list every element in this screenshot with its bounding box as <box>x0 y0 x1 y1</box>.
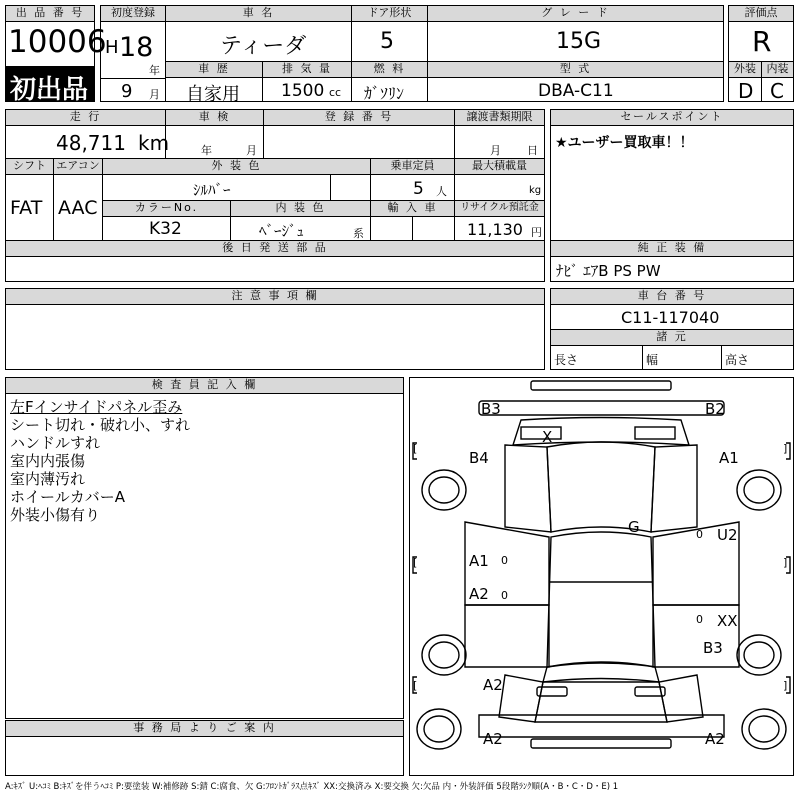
inspector-line: 左Fインサイドパネル歪み <box>10 398 183 416</box>
door-value: 5 <box>380 29 394 54</box>
car-name: ティーダ <box>220 34 307 59</box>
dim-width-label: 幅 <box>646 353 659 367</box>
fuel-value: ｶﾞｿﾘﾝ <box>364 84 405 103</box>
reg-month-unit: 月 <box>149 88 160 101</box>
capacity-header: 乗車定員 <box>370 158 455 175</box>
office-header: 事 務 局 よ り ご 案 内 <box>5 720 404 737</box>
mileage-header: 走 行 <box>5 109 166 126</box>
sales-point-text: ★ユーザー買取車！！ <box>555 135 694 151</box>
recycle-unit: 円 <box>531 226 542 239</box>
int-grade-cell <box>761 77 794 102</box>
damage-diagram <box>409 377 794 776</box>
ext-color-value: ｼﾙﾊﾞｰ <box>193 181 231 199</box>
load-header: 最大積載量 <box>454 158 545 175</box>
damage-mark: A1 <box>469 552 489 570</box>
shift-cell <box>5 174 54 241</box>
bracket-mark: ] <box>783 679 788 692</box>
lot-number-cell <box>5 21 107 67</box>
reg-month: 9 <box>121 81 133 102</box>
history-value: 自家用 <box>186 84 240 105</box>
damage-mark: B4 <box>469 449 489 467</box>
ac-cell <box>53 174 103 241</box>
ext-grade-value: D <box>738 79 754 103</box>
damage-mark: X <box>542 428 553 446</box>
history-header: 車 歴 <box>165 61 263 78</box>
ac-header: エアコン <box>53 158 103 175</box>
displacement-unit: cc <box>329 86 342 99</box>
reg-date-header: 初度登録 <box>100 5 166 22</box>
grade-header: グ レ ー ド <box>427 5 724 22</box>
int-color-value: ﾍﾞｰｼﾞｭ <box>259 222 305 240</box>
first-listing-text: 初出品 <box>10 75 89 105</box>
color-no-header: カラーNo. <box>102 200 231 217</box>
zero-mark: 0 <box>696 528 703 541</box>
capacity-unit: 人 <box>436 185 447 198</box>
zero-mark: 0 <box>501 589 508 602</box>
ext-color-extra-cell <box>330 174 371 201</box>
bracket-mark: ] <box>783 442 788 455</box>
model-cell <box>427 77 724 102</box>
inspector-line: 外装小傷有り <box>10 506 101 524</box>
damage-mark: A2 <box>483 730 503 748</box>
damage-mark: A2 <box>483 676 503 694</box>
inspection-year-unit: 年 <box>201 144 212 157</box>
mileage-unit: km <box>138 131 170 155</box>
recycle-value: 11,130 <box>467 220 523 239</box>
int-grade-header: 内装 <box>761 61 794 78</box>
reg-year: 18 <box>119 32 154 63</box>
shift-header: シフト <box>5 158 54 175</box>
chassis-number: C11-117040 <box>621 308 720 327</box>
sales-point-cell <box>550 125 794 241</box>
car-outline-diagram <box>409 377 794 776</box>
sales-point-header: セールスポイント <box>550 109 794 126</box>
score-cell <box>728 21 794 62</box>
damage-mark: G <box>628 518 640 536</box>
reg-year-unit: 年 <box>149 64 160 77</box>
capacity-value: 5 <box>413 179 424 199</box>
notes-cell <box>5 304 545 370</box>
zero-mark: 0 <box>501 554 508 567</box>
int-grade-value: C <box>770 79 784 103</box>
office-cell <box>5 736 404 776</box>
transfer-day-unit: 日 <box>527 144 538 157</box>
lot-number-header: 出 品 番 号 <box>5 5 95 22</box>
equipment-text: ﾅﾋﾞ ｴｱB PS PW <box>556 262 661 280</box>
inspector-line: 室内内張傷 <box>10 452 86 470</box>
dim-height-label: 高さ <box>725 353 750 367</box>
bracket-mark: [ <box>413 679 418 692</box>
inspector-cell <box>5 393 404 719</box>
door-header: ドア形状 <box>351 5 428 22</box>
later-parts-cell <box>5 256 545 282</box>
mileage-cell <box>5 125 170 159</box>
inspector-header: 検 査 員 記 入 欄 <box>5 377 404 394</box>
reg-date-cell <box>100 21 166 79</box>
recycle-header: リサイクル預託金 <box>454 200 545 217</box>
int-color-header: 内 装 色 <box>230 200 371 217</box>
equipment-cell <box>550 256 794 282</box>
model-header: 型 式 <box>427 61 724 78</box>
zero-mark: 0 <box>696 613 703 626</box>
ext-color-header: 外 装 色 <box>102 158 371 175</box>
import-cell-a <box>370 216 413 241</box>
transfer-header: 譲渡書類期限 <box>454 109 545 126</box>
inspector-line: シート切れ・破れ小、すれ <box>10 416 191 434</box>
dim-length-cell <box>550 345 643 370</box>
dim-height-cell <box>721 345 794 370</box>
chassis-header: 車 台 番 号 <box>550 288 794 305</box>
plate-cell <box>263 125 455 159</box>
mileage-value: 48,711 <box>56 131 126 155</box>
grade-value: 15G <box>556 29 602 54</box>
reg-era: H <box>105 37 119 58</box>
dim-width-cell <box>642 345 722 370</box>
notes-header: 注 意 事 項 欄 <box>5 288 545 305</box>
color-no-value: K32 <box>149 219 182 239</box>
lot-number: 10006 <box>8 24 107 60</box>
int-color-cell <box>230 216 371 241</box>
inspection-cell <box>165 125 264 159</box>
inspector-line: ハンドルすれ <box>10 434 101 452</box>
door-cell <box>351 21 428 62</box>
score-value: R <box>752 25 772 58</box>
transfer-month-unit: 月 <box>490 144 501 157</box>
damage-mark: A2 <box>469 585 489 603</box>
load-cell <box>454 174 545 201</box>
dim-length-label: 長さ <box>554 353 579 367</box>
transfer-cell <box>454 125 545 159</box>
import-header: 輸 入 車 <box>370 200 455 217</box>
int-color-unit: 系 <box>353 227 364 240</box>
damage-mark: U2 <box>717 526 738 544</box>
plate-header: 登 録 番 号 <box>263 109 455 126</box>
ac-value: AAC <box>58 197 98 219</box>
ext-grade-cell <box>728 77 762 102</box>
chassis-cell <box>550 304 794 330</box>
color-no-cell <box>102 216 231 241</box>
capacity-cell <box>370 174 455 201</box>
displacement-cell <box>262 77 352 102</box>
damage-mark: B2 <box>705 400 725 418</box>
inspector-line: 室内薄汚れ <box>10 470 86 488</box>
car-name-header: 車 名 <box>165 5 352 22</box>
inspection-header: 車 検 <box>165 109 264 126</box>
grade-cell <box>427 21 724 62</box>
bracket-mark: ] <box>783 556 788 569</box>
model-value: DBA-C11 <box>538 81 614 101</box>
damage-mark: B3 <box>481 400 501 418</box>
inspection-month-unit: 月 <box>246 144 257 157</box>
reg-month-cell <box>100 78 166 102</box>
fuel-cell <box>351 77 428 102</box>
ext-color-cell <box>102 174 331 201</box>
equipment-header: 純 正 装 備 <box>550 240 794 257</box>
damage-mark: A1 <box>719 449 739 467</box>
displacement-header: 排 気 量 <box>262 61 352 78</box>
first-listing-badge <box>5 66 95 105</box>
later-parts-header: 後 日 発 送 部 品 <box>5 240 545 257</box>
legend-text: A:ｷｽﾞ U:ﾍｺﾐ B:ｷｽﾞを伴うﾍｺﾐ P:要塗装 W:補修跡 S:錆 C:腐食、欠 G:ﾌﾛﾝﾄｶﾞﾗｽ点ｷｽﾞ XX:交換済み X:要交換 欠:欠品 内・外装評価 5段階ﾗﾝｸ順(A・B・C・D・E) 1 <box>5 782 619 792</box>
fuel-header: 燃 料 <box>351 61 428 78</box>
recycle-cell <box>454 216 545 241</box>
bracket-mark: [ <box>413 556 418 569</box>
history-cell <box>165 77 263 105</box>
shift-value: FAT <box>10 197 43 219</box>
inspector-line: ホイールカバーA <box>10 488 125 506</box>
damage-mark: B3 <box>703 639 723 657</box>
damage-mark: XX <box>717 612 738 630</box>
displacement-value: 1500 <box>281 81 325 101</box>
load-unit: kg <box>529 185 542 196</box>
score-header: 評価点 <box>728 5 794 22</box>
import-cell-b <box>412 216 455 241</box>
damage-mark: A2 <box>705 730 725 748</box>
bracket-mark: [ <box>413 442 418 455</box>
dimensions-header: 諸 元 <box>550 329 794 346</box>
ext-grade-header: 外装 <box>728 61 762 78</box>
car-name-cell <box>165 21 352 62</box>
